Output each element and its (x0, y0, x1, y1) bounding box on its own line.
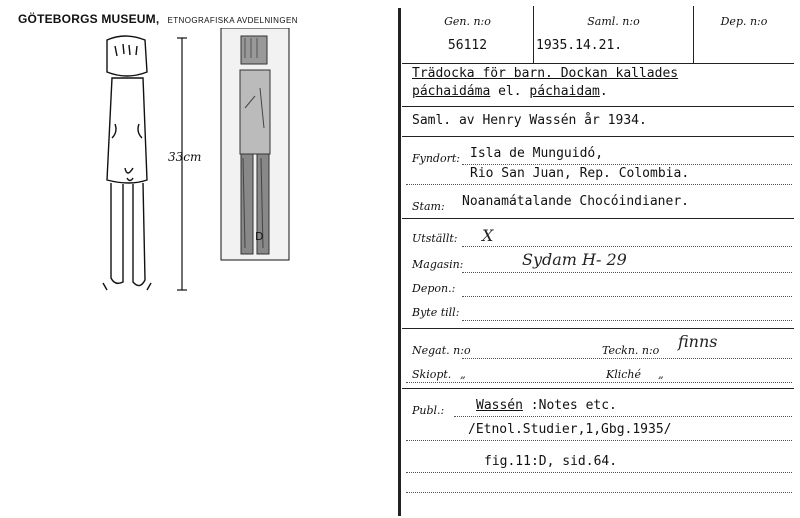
utstallt-label: Utställt: (412, 232, 458, 245)
dotted-line (462, 320, 792, 321)
height-measure (177, 38, 187, 290)
publ-label: Publ.: (412, 404, 445, 417)
card-number-row (402, 6, 794, 64)
publ-line-2: /Etnol.Studier,1,Gbg.1935/ (468, 422, 672, 437)
rule-1 (402, 106, 794, 107)
dotted-line (406, 382, 792, 383)
rule-5 (402, 388, 794, 389)
magasin-value: Sydam H- 29 (522, 250, 627, 269)
saml-number-cell (534, 6, 694, 64)
dep-label: Dep. n:o (720, 15, 768, 28)
description-line-1: Trädocka för barn. Dockan kallades (412, 66, 679, 81)
museum-name: GÖTEBORGS MUSEUM, (18, 12, 160, 26)
height-note: 33cm (168, 150, 202, 164)
gen-value: 56112 (447, 38, 488, 53)
fyndort-line-2: Rio San Juan, Rep. Colombia. (470, 166, 690, 181)
fyndort-line-1: Isla de Munguidó, (470, 146, 604, 161)
gen-number-cell (402, 6, 534, 64)
magasin-label: Magasin: (412, 258, 464, 271)
negat-label: Negat. n:o (412, 344, 471, 357)
stam-value: Noanamátalande Chocóindianer. (462, 194, 689, 209)
saml-value: 1935.14.21. (536, 38, 623, 53)
teckn-value: finns (678, 332, 718, 351)
museum-header (18, 8, 298, 27)
doll-line-drawing (103, 36, 151, 290)
utstallt-value: X (482, 226, 494, 245)
publ-line-1: Wassén :Notes etc. (476, 398, 617, 413)
doll-drawing (85, 28, 385, 298)
rule-3 (402, 218, 794, 219)
dotted-line (454, 416, 792, 417)
skiopt-value: „ (460, 368, 466, 381)
saml-label: Saml. n:o (587, 15, 640, 28)
stam-label: Stam: (412, 200, 445, 213)
fyndort-label: Fyndort: (412, 152, 460, 165)
dotted-line (462, 164, 792, 165)
card-divider (398, 8, 401, 516)
description-line-2: páchaidáma el. páchaidam. (412, 84, 608, 99)
teckn-label: Teckn. n:o (602, 344, 660, 357)
kliche-label: Kliché (606, 368, 642, 381)
depon-label: Depon.: (412, 282, 456, 295)
dep-number-cell (694, 6, 794, 64)
kliche-value: „ (658, 368, 664, 381)
dotted-line (462, 358, 792, 359)
dotted-line (406, 440, 792, 441)
doll-photo-sketch (221, 28, 289, 260)
dotted-line (462, 272, 792, 273)
dotted-line (406, 492, 792, 493)
dotted-line (406, 472, 792, 473)
gen-label: Gen. n:o (444, 15, 491, 28)
detail-letter: D (255, 230, 264, 243)
dotted-line (406, 184, 792, 185)
collection-line: Saml. av Henry Wassén år 1934. (412, 113, 647, 128)
rule-2 (402, 136, 794, 137)
rule-4 (402, 328, 794, 329)
dotted-line (462, 296, 792, 297)
publ-line-3: fig.11:D, sid.64. (484, 454, 618, 469)
skiopt-label: Skiopt. (412, 368, 452, 381)
catalogue-card (402, 6, 794, 516)
dotted-line (462, 246, 792, 247)
museum-department: ETNOGRAFISKA AVDELNINGEN (167, 16, 298, 25)
byte-label: Byte till: (412, 306, 460, 319)
